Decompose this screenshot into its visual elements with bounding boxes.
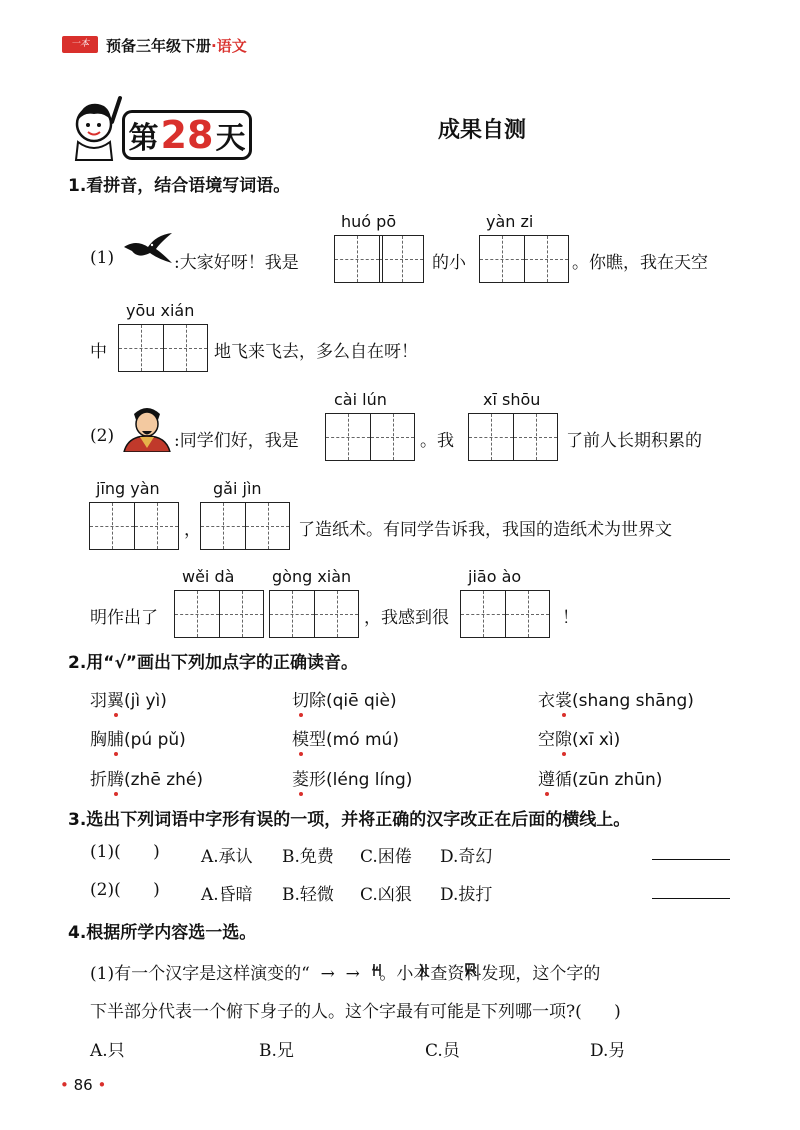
writing-grid-jiaoao[interactable] [460,590,550,638]
q3-answer-line-1[interactable] [652,859,730,860]
q3-row-1-c: C.困倦 [360,847,412,867]
q2-item-zunxun: 遵循(zūn zhūn) [538,770,663,790]
q1-p1-seg4: 中 [90,342,107,362]
writing-grid-weida[interactable] [174,590,264,638]
day-prefix: 第 [128,121,159,156]
day-banner [122,110,252,160]
q1-p1-seg2: 的小 [432,253,466,273]
q2-item-yuyi: 羽翼(jì yì) [90,691,167,711]
pinyin-youxian: yōu xián [126,301,195,320]
q3-row-2-a: A.昏暗 [201,885,253,905]
q1-p2-seg2: 。我 [420,431,454,451]
ancient-character-evolution-icon [370,960,490,980]
q3-row-2-b: B.轻微 [282,885,334,905]
q4-option-d: D.另 [590,1041,626,1061]
q1-p1-label: (1) [90,248,115,268]
page-number: • 86 • [60,1076,107,1094]
q4-line-2: 下半部分代表一个俯下身子的人。这个字最有可能是下列哪一项?( ) [90,1002,621,1022]
q2-item-zheteng: 折腾(zhē zhé) [90,770,203,790]
q1-p1-seg5: 地飞来飞去，多么自在呀！ [214,342,418,362]
writing-grid-huopo[interactable] [334,235,424,283]
pinyin-gongxian: gòng xiàn [272,567,352,586]
q4-title: 4.根据所学内容选一选。 [68,923,257,943]
pinyin-xishou: xī shōu [483,390,541,409]
writing-grid-huopo-2[interactable] [382,235,383,283]
q3-row-1-b: B.免费 [282,847,334,867]
book-header [106,35,247,56]
book-title: 预备三年级下册 [106,37,212,55]
q1-p2-seg1: :同学们好，我是 [174,431,299,451]
q2-item-moxing: 模型(mó mú) [292,730,399,750]
q3-row-2-label: (2)( ) [90,880,160,900]
writing-grid-youxian[interactable] [118,324,208,372]
q4-option-a: A.只 [90,1041,125,1061]
pinyin-jiaoao: jiāo ào [468,567,522,586]
q3-row-2-c: C.凶狠 [360,885,412,905]
day-number: 28 [160,113,214,157]
q3-row-2-d: D.拔打 [440,885,493,905]
q1-p1-seg1: :大家好呀！我是 [174,253,299,273]
q1-p2-seg8: ！ [562,608,579,628]
pinyin-yanzi: yàn zi [486,212,534,231]
q4-option-b: B.兄 [259,1041,294,1061]
day-suffix: 天 [215,121,246,156]
swallow-icon [122,229,174,265]
q2-title: 2.用“√”画出下列加点字的正确读音。 [68,653,358,673]
q4-option-c: C.员 [425,1041,460,1061]
q1-p2-seg7: ，我感到很 [364,608,449,628]
q1-title: 1.看拼音，结合语境写词语。 [68,176,291,196]
q3-row-1-label: (1)( ) [90,842,160,862]
writing-grid-jingyan[interactable] [89,502,179,550]
q2-item-kongxi: 空隙(xī xì) [538,730,621,750]
pinyin-gaijin: gǎi jìn [213,479,262,498]
q2-item-yishang: 衣裳(shang shāng) [538,691,694,711]
brand-logo: 一本 [62,36,98,53]
writing-grid-xishou[interactable] [468,413,558,461]
q4-line-1: (1)有一个汉字是这样演变的“ → → ”。小本查资料发现，这个字的 [90,964,601,984]
writing-grid-cailun[interactable] [325,413,415,461]
section-title: 成果自测 [438,118,527,143]
cai-lun-portrait-icon [120,400,174,452]
boy-mascot-icon [64,92,126,162]
header-separator: · [211,37,217,55]
q2-item-qiechu: 切除(qiē qiè) [292,691,397,711]
q1-p2-seg5: 了造纸术。有同学告诉我，我国的造纸术为世界文 [298,520,672,540]
pinyin-weida: wěi dà [182,567,235,586]
q2-item-xiongpu: 胸脯(pú pǔ) [90,730,186,750]
writing-grid-yanzi[interactable] [479,235,569,283]
q3-answer-line-2[interactable] [652,898,730,899]
pinyin-cailun: cài lún [334,390,387,409]
subject-label: 语文 [216,37,247,55]
q3-title: 3.选出下列词语中字形有误的一项，并将正确的汉字改正在后面的横线上。 [68,810,631,830]
q1-p2-seg6: 明作出了 [90,608,158,628]
q1-p2-seg3: 了前人长期积累的 [566,431,702,451]
q3-row-1-a: A.承认 [201,847,253,867]
writing-grid-gongxian[interactable] [269,590,359,638]
q1-p2-seg4: ， [184,520,201,540]
writing-grid-gaijin[interactable] [200,502,290,550]
pinyin-jingyan: jīng yàn [96,479,160,498]
q3-row-1-d: D.奇幻 [440,847,493,867]
pinyin-huopo: huó pō [341,212,397,231]
q1-p2-label: (2) [90,426,115,446]
q1-p1-seg3: 。你瞧，我在天空 [572,253,708,273]
q2-item-lingxing: 菱形(léng líng) [292,770,413,790]
